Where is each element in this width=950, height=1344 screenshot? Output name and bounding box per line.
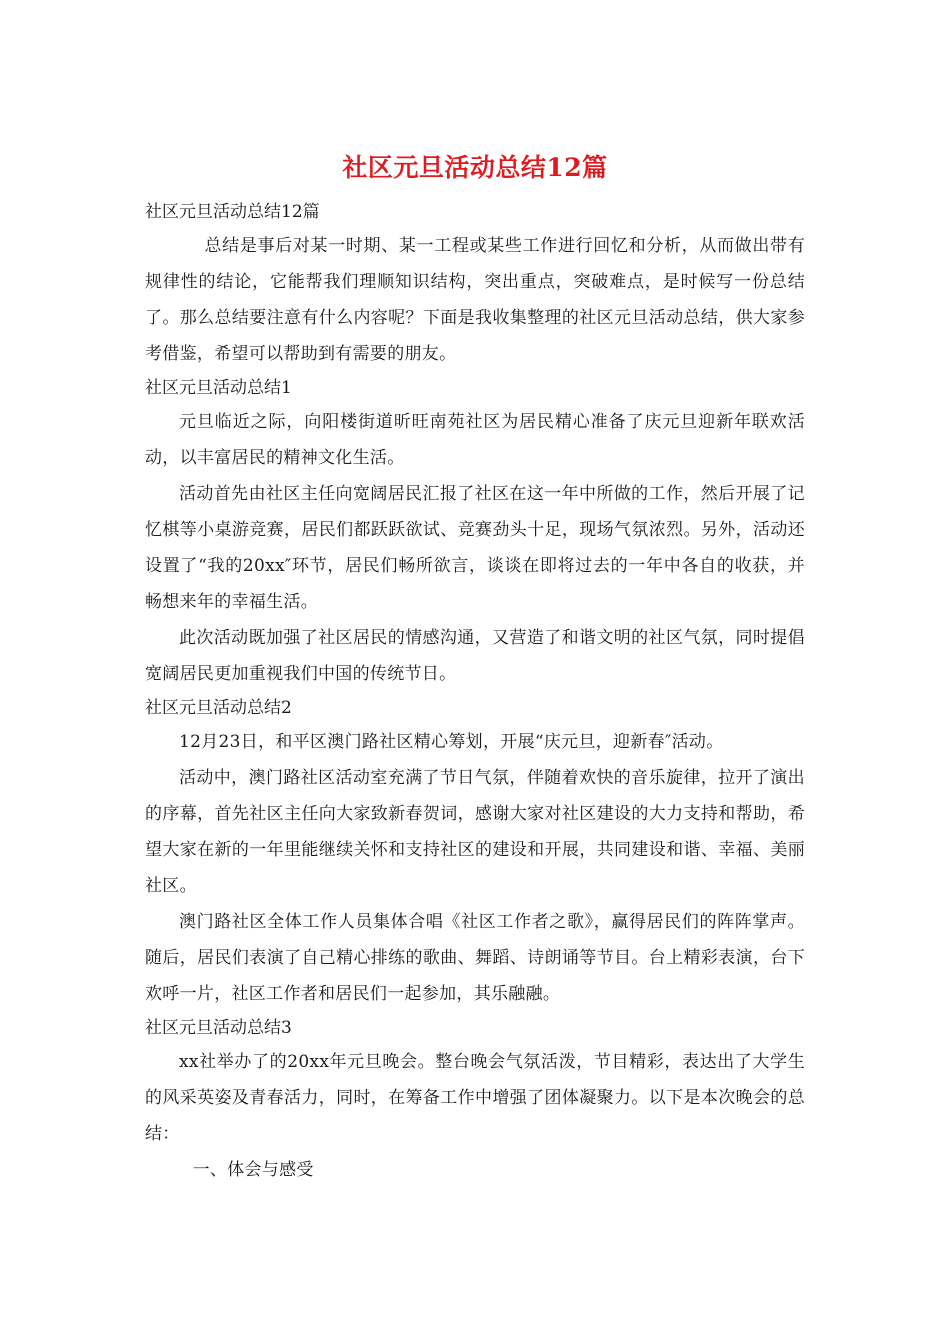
section-3-heading: 社区元旦活动总结3 xyxy=(145,1018,292,1038)
section-1-paragraph-2: 活动首先由社区主任向宽阔居民汇报了社区在这一年中所做的工作，然后开展了记忆棋等小桌游竞赛，居民们都跃跃欲试、竞赛劲头十足，现场气氛浓烈。另外，活动还设置了“我的20xx″环节，居民们畅所欲言，谈谈在即将过去的一年中各自的收获，并畅想来年的幸福生活。 xyxy=(145,484,805,612)
document-subtitle: 社区元旦活动总结12篇 xyxy=(145,202,320,222)
section-2-heading: 社区元旦活动总结2 xyxy=(145,698,292,718)
document-title: 社区元旦活动总结12篇 xyxy=(342,153,608,182)
section-1-paragraph-3: 此次活动既加强了社区居民的情感沟通，又营造了和谐文明的社区气氛，同时提倡宽阔居民更加重视我们中国的传统节日。 xyxy=(145,628,805,684)
section-3-paragraph-1: xx社举办了的20xx年元旦晚会。整台晚会气氛活泼，节目精彩，表达出了大学生的风采英姿及青春活力，同时，在筹备工作中增强了团体凝聚力。以下是本次晚会的总结： xyxy=(145,1052,805,1144)
section-2-paragraph-2: 活动中，澳门路社区活动室充满了节日气氛，伴随着欢快的音乐旋律，拉开了演出的序幕，首先社区主任向大家致新春贺词，感谢大家对社区建设的大力支持和帮助，希望大家在新的一年里能继续关怀和支持社区的建设和开展，共同建设和谐、幸福、美丽社区。 xyxy=(145,768,805,896)
section-1-paragraph-1: 元旦临近之际，向阳楼街道昕旺南苑社区为居民精心准备了庆元旦迎新年联欢活动，以丰富居民的精神文化生活。 xyxy=(145,412,805,468)
section-2-paragraph-3: 澳门路社区全体工作人员集体合唱《社区工作者之歌》，赢得居民们的阵阵掌声。随后，居民们表演了自己精心排练的歌曲、舞蹈、诗朗诵等节目。台上精彩表演，台下欢呼一片，社区工作者和居民们一起参加，其乐融融。 xyxy=(145,912,805,1004)
section-2-paragraph-1: 12月23日，和平区澳门路社区精心筹划，开展“庆元旦，迎新春″活动。 xyxy=(179,732,724,752)
section-1-heading: 社区元旦活动总结1 xyxy=(145,378,292,398)
intro-paragraph: 总结是事后对某一时期、某一工程或某些工作进行回忆和分析，从而做出带有规律性的结论，它能帮我们理顺知识结构，突出重点，突破难点，是时候写一份总结了。那么总结要注意有什么内容呢？下面是我收集整理的社区元旦活动总结，供大家参考借鉴，希望可以帮助到有需要的朋友。 xyxy=(145,236,805,364)
document-page xyxy=(145,150,805,1188)
section-3-subheading: 一、体会与感受 xyxy=(192,1160,314,1180)
